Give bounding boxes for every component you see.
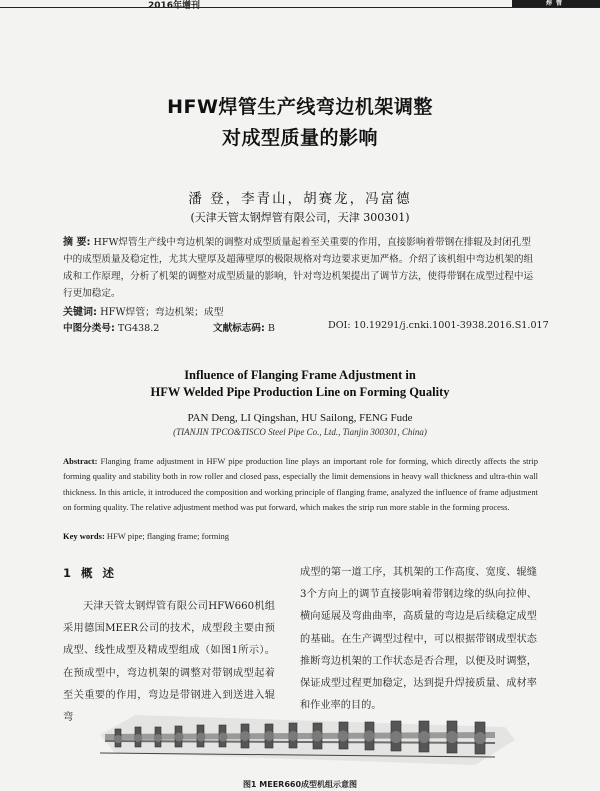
- classification-label: 中图分类号:: [63, 323, 115, 334]
- figure-caption: 图1 MEER660成型机组示意图: [242, 780, 358, 789]
- abstract-cn-label: 摘 要:: [63, 237, 91, 248]
- keywords-cn: [63, 303, 224, 318]
- abstract-en-text: Flanging frame adjustment in HFW pipe production line plays an important role for forming, which directly affects the strip forming quality and stability both in row roller and closed pass, especially the limit demensions in heavy wall thickness and ultra-thin wall thickness. In this article, it introduced the composition and working principle of flanging frame, analyzed the influence of frame adjustment on forming quality. The relative adjustment method was put forward, which makes the strip run more stable in the forming process.: [63, 456, 538, 512]
- keywords-cn-label: 关键词:: [63, 307, 97, 318]
- document-code: [213, 320, 275, 334]
- affiliation-en: (TIANJIN TPCO&TISCO Steel Pipe Co., Ltd., Tianjin 300301, China): [173, 427, 427, 437]
- abstract-cn-text: HFW焊管生产线中弯边机架的调整对成型质量起着至关重要的作用，直接影响着带钢在排辊及封闭孔型中的成型质量及稳定性，尤其大壁厚及超薄壁厚的极限规格对弯边要求更加严格。介绍了该机组中弯边机架的组成和工作原理，分析了机架的调整对成型质量的影响，针对弯边机架提出了调节方法，使得带钢在成型过程中运行更加稳定。: [63, 237, 534, 299]
- title-cn-line2: 对成型质量的影响: [221, 127, 378, 149]
- title-cn-line1: HFW焊管生产线弯边机架调整: [167, 96, 433, 118]
- doc-code-label: 文献标志码:: [213, 323, 265, 334]
- forming-mill-figure: [95, 705, 520, 775]
- abstract-en: [63, 454, 538, 515]
- authors-cn: 潘 登，李青山，胡赛龙，冯富德: [188, 191, 412, 207]
- classification-number: [63, 320, 159, 334]
- keywords-en-label: Key words:: [63, 531, 105, 541]
- section-1-left-column: 天津天管太钢焊管有限公司HFW660机组采用德国MEER公司的技术，成型段主要由预成型、线性成型及精成型组成（如图1所示）。在预成型中，弯边机架的调整对带钢成型起着至关重要的作用，弯边是带钢进入到送进入辊弯: [63, 601, 275, 724]
- title-en-line1: Influence of Flanging Frame Adjustment in: [184, 368, 416, 382]
- title-en-line2: HFW Welded Pipe Production Line on Forming Quality: [150, 385, 450, 399]
- abstract-en-label: Abstract:: [63, 456, 98, 466]
- section-1-right-column: 成型的第一道工序，其机架的工作高度、宽度、辊缝3个方向上的调节直接影响着带钢边缘的纵向拉伸、横向延展及弯曲曲率，高质量的弯边是后续稳定成型的基础。在生产调型过程中，可以根据带钢成型状态推断弯边机架的工作状态是否合理，以便及时调整，保证成型过程更加稳定，达到提升焊接质量、成材率和作业率的目的。: [300, 567, 537, 712]
- section-tab: 焊管: [512, 0, 600, 7]
- header-rule: [0, 7, 600, 8]
- forming-mill-illustration: [95, 705, 520, 775]
- doi: DOI: 10.19291/j.cnki.1001-3938.2016.S1.017: [328, 320, 549, 331]
- keywords-cn-text: HFW焊管；弯边机架；成型: [100, 307, 224, 318]
- affiliation-cn: (天津天管太钢焊管有限公司，天津 300301): [190, 211, 410, 224]
- keywords-en-text: HFW pipe; flanging frame; forming: [106, 531, 230, 541]
- authors-en: PAN Deng, LI Qingshan, HU Sailong, FENG Fude: [187, 412, 413, 424]
- page-header: [0, 0, 600, 9]
- issue-label: 2016年增刊: [148, 1, 201, 11]
- section-1-heading: 1 概 述: [63, 566, 118, 580]
- doc-code-value: B: [267, 323, 275, 334]
- classification-value: TG438.2: [117, 323, 160, 334]
- abstract-cn: [63, 234, 538, 302]
- keywords-en: [63, 531, 229, 541]
